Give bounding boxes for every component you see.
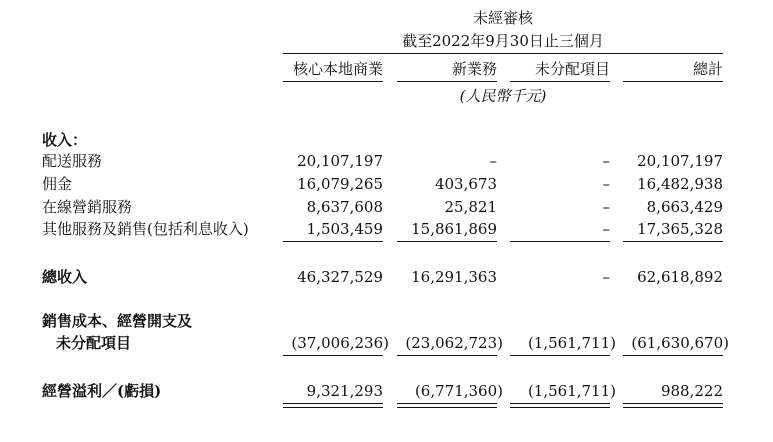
cell: – — [602, 175, 610, 193]
cell: 25,821 — [444, 198, 497, 216]
col-underline-core — [283, 81, 383, 82]
cell: (6,771,360) — [414, 382, 503, 400]
revenue-heading: 收入： — [42, 131, 88, 149]
cell: 17,365,328 — [637, 220, 723, 238]
cell: (1,561,711) — [527, 382, 616, 400]
cell: (23,062,723) — [405, 334, 503, 352]
col-header-core: 核心本地商業 — [292, 60, 383, 78]
cell: 16,482,938 — [637, 175, 723, 193]
subtotal-line — [283, 241, 383, 242]
col-underline-total — [623, 81, 723, 82]
cell: 403,673 — [434, 175, 497, 193]
costs-label-line1: 銷售成本、經營開支及 — [42, 312, 193, 330]
cell: 1,503,459 — [306, 220, 383, 238]
subtotal-line — [623, 355, 723, 356]
col-underline-new — [397, 81, 497, 82]
cell: 16,291,363 — [411, 268, 497, 286]
cell: 20,107,197 — [637, 152, 723, 170]
double-underline — [510, 403, 610, 408]
cell: 9,321,293 — [306, 382, 383, 400]
costs-label-line2: 未分配項目 — [56, 334, 132, 352]
cell: 16,079,265 — [297, 175, 383, 193]
cell: – — [602, 198, 610, 216]
cell: 46,327,529 — [297, 268, 383, 286]
col-header-new: 新業務 — [451, 60, 497, 78]
subtotal-line — [510, 355, 610, 356]
row-label-online-marketing: 在線營銷服務 — [42, 198, 133, 216]
row-label-commission: 佣金 — [42, 175, 73, 193]
cell: 15,861,869 — [411, 220, 497, 238]
cell: 988,222 — [660, 382, 723, 400]
cell: – — [602, 220, 610, 238]
cell: (37,006,236) — [291, 334, 389, 352]
double-underline — [283, 403, 383, 408]
header-period: 截至2022年9月30日止三個月 — [402, 32, 604, 50]
subtotal-line — [397, 241, 497, 242]
double-underline — [623, 403, 723, 408]
subtotal-line — [623, 241, 723, 242]
cell: – — [602, 152, 610, 170]
subtotal-line — [283, 355, 383, 356]
col-header-total: 總計 — [692, 60, 723, 78]
cell: (1,561,711) — [527, 334, 616, 352]
col-underline-unallocated — [510, 81, 610, 82]
double-underline — [397, 403, 497, 408]
subtotal-line — [397, 355, 497, 356]
col-header-unallocated: 未分配項目 — [534, 60, 610, 78]
header-title: 未經審核 — [472, 9, 533, 27]
total-revenue-label: 總收入 — [42, 268, 88, 286]
row-label-delivery: 配送服務 — [42, 152, 103, 170]
cell: 8,637,608 — [306, 198, 383, 216]
cell: – — [489, 152, 497, 170]
cell: – — [602, 268, 610, 286]
cell: 62,618,892 — [637, 268, 723, 286]
operating-profit-label: 經營溢利／(虧損) — [42, 382, 162, 400]
currency-note: (人民幣千元) — [459, 87, 547, 105]
row-label-other-services: 其他服務及銷售(包括利息收入) — [42, 220, 249, 238]
header-divider — [283, 53, 723, 54]
cell: (61,630,670) — [631, 334, 729, 352]
cell: 20,107,197 — [297, 152, 383, 170]
cell: 8,663,429 — [646, 198, 723, 216]
subtotal-line — [510, 241, 610, 242]
